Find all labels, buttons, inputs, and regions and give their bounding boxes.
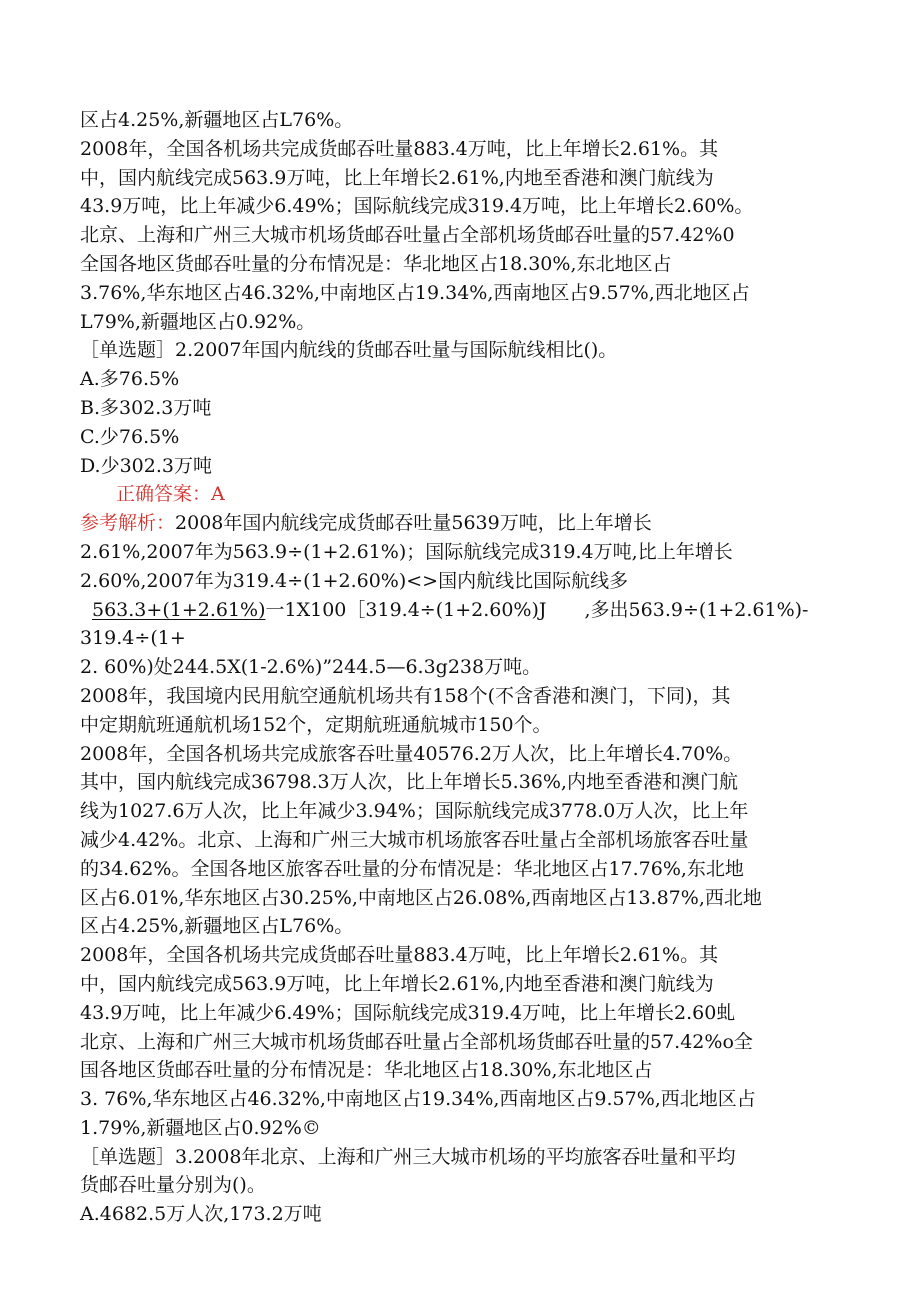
analysis-text-1: 2008年国内航线完成货邮吞吐量5639万吨，比上年增长	[175, 512, 652, 535]
passage-line-6: 减少4.42%。北京、上海和广州三大城市机场旅客吞吐量占全部机场旅客吞吐量	[80, 828, 749, 851]
question-3-stem-line-2: 货邮吞吐量分别为()。	[80, 1174, 266, 1197]
passage-line-11: 中，国内航线完成563.9万吨，比上年增长2.61%,内地至香港和澳门航线为	[80, 972, 714, 995]
document-page	[80, 106, 840, 1229]
analysis-formula-rest: 一1X100［319.4÷(1+2.60%)J ,多出563.9÷(1+2.61%)-	[265, 598, 809, 621]
text-line-8: L79%,新疆地区占0.92%。	[80, 310, 316, 333]
option-b: B.多302.3万吨	[80, 396, 212, 419]
question-3-option-a: A.4682.5万人次,173.2万吨	[80, 1203, 322, 1226]
text-line-4: 43.9万吨，比上年减少6.49%；国际航线完成319.4万吨，比上年增长2.60%。	[80, 195, 754, 218]
question-2-stem: ［单选题］2.2007年国内航线的货邮吞吐量与国际航线相比()。	[80, 339, 618, 362]
analysis-formula-underlined: 563.3+(1+2.61%)	[92, 598, 266, 621]
text-line-1: 区占4.25%,新疆地区占L76%。	[80, 109, 354, 131]
passage-line-12: 43.9万吨，比上年减少6.49%；国际航线完成319.4万吨，比上年增长2.60虬	[80, 1001, 736, 1024]
passage-line-14: 国各地区货邮吞吐量的分布情况是：华北地区占18.30%,东北地区占	[80, 1059, 653, 1082]
option-c: C.少76.5%	[80, 425, 180, 448]
passage-line-5: 线为1027.6万人次，比上年减少3.94%；国际航线完成3778.0万人次，比上年	[80, 800, 749, 823]
passage-line-7: 的34.62%。全国各地区旅客吞吐量的分布情况是：华北地区占17.76%,东北地	[80, 857, 744, 880]
analysis-line-2: 2.61%,2007年为563.9÷(1+2.61%)；国际航线完成319.4万吨,比上年增长	[80, 540, 733, 563]
passage-line-3: 2008年，全国各机场共完成旅客吞吐量40576.2万人次，比上年增长4.70%。	[80, 742, 743, 765]
passage-line-15: 3. 76%,华东地区占46.32%,中南地区占19.34%,西南地区占9.57%,西北地区占	[80, 1088, 756, 1111]
passage-line-13: 北京、上海和广州三大城市机场货邮吞吐量占全部机场货邮吞吐量的57.42%o全	[80, 1030, 753, 1053]
correct-answer-value: A	[211, 483, 225, 506]
passage-line-4: 其中，国内航线完成36798.3万人次，比上年增长5.36%,内地至香港和澳门航	[80, 771, 738, 794]
question-3-stem-line-1: ［单选题］3.2008年北京、上海和广州三大城市机场的平均旅客吞吐量和平均	[80, 1145, 736, 1168]
text-line-6: 全国各地区货邮吞吐量的分布情况是：华北地区占18.30%,东北地区占	[80, 252, 672, 275]
passage-line-9: 区占4.25%,新疆地区占L76%。	[80, 915, 354, 938]
text-line-7: 3.76%,华东地区占46.32%,中南地区占19.34%,西南地区占9.57%,西北地区占	[80, 281, 750, 304]
passage-line-10: 2008年，全国各机场共完成货邮吞吐量883.4万吨，比上年增长2.61%。其	[80, 944, 719, 967]
analysis-line-1	[80, 509, 840, 538]
option-d: D.少302.3万吨	[80, 454, 212, 477]
passage-line-2: 中定期航班通航机场152个，定期航班通航城市150个。	[80, 713, 552, 736]
text-line-5: 北京、上海和广州三大城市机场货邮吞吐量占全部机场货邮吞吐量的57.42%0	[80, 224, 735, 247]
analysis-label: 参考解析：	[80, 512, 176, 535]
passage-line-16: 1.79%,新疆地区占0.92%©	[80, 1116, 321, 1139]
text-line-3: 中，国内航线完成563.9万吨，比上年增长2.61%,内地至香港和澳门航线为	[80, 166, 714, 189]
correct-answer-label: 正确答案：	[116, 483, 212, 506]
passage-line-1: 2008年，我国境内民用航空通航机场共有158个(不含香港和澳门，下同)，其	[80, 684, 731, 707]
analysis-line-4	[80, 596, 840, 625]
passage-line-8: 区占6.01%,华东地区占30.25%,中南地区占26.08%,西南地区占13.87%,西北地	[80, 886, 762, 909]
text-line-2: 2008年，全国各机场共完成货邮吞吐量883.4万吨，比上年增长2.61%。其	[80, 137, 719, 160]
analysis-line-3: 2.60%,2007年为319.4÷(1+2.60%)<>国内航线比国际航线多	[80, 569, 629, 592]
correct-answer	[80, 480, 840, 509]
option-a: A.多76.5%	[80, 368, 180, 391]
analysis-line-5: 319.4÷(1+	[80, 627, 186, 650]
analysis-line-6: 2. 60%)处244.5X(1-2.6%)”244.5—6.3g238万吨。	[80, 656, 542, 679]
